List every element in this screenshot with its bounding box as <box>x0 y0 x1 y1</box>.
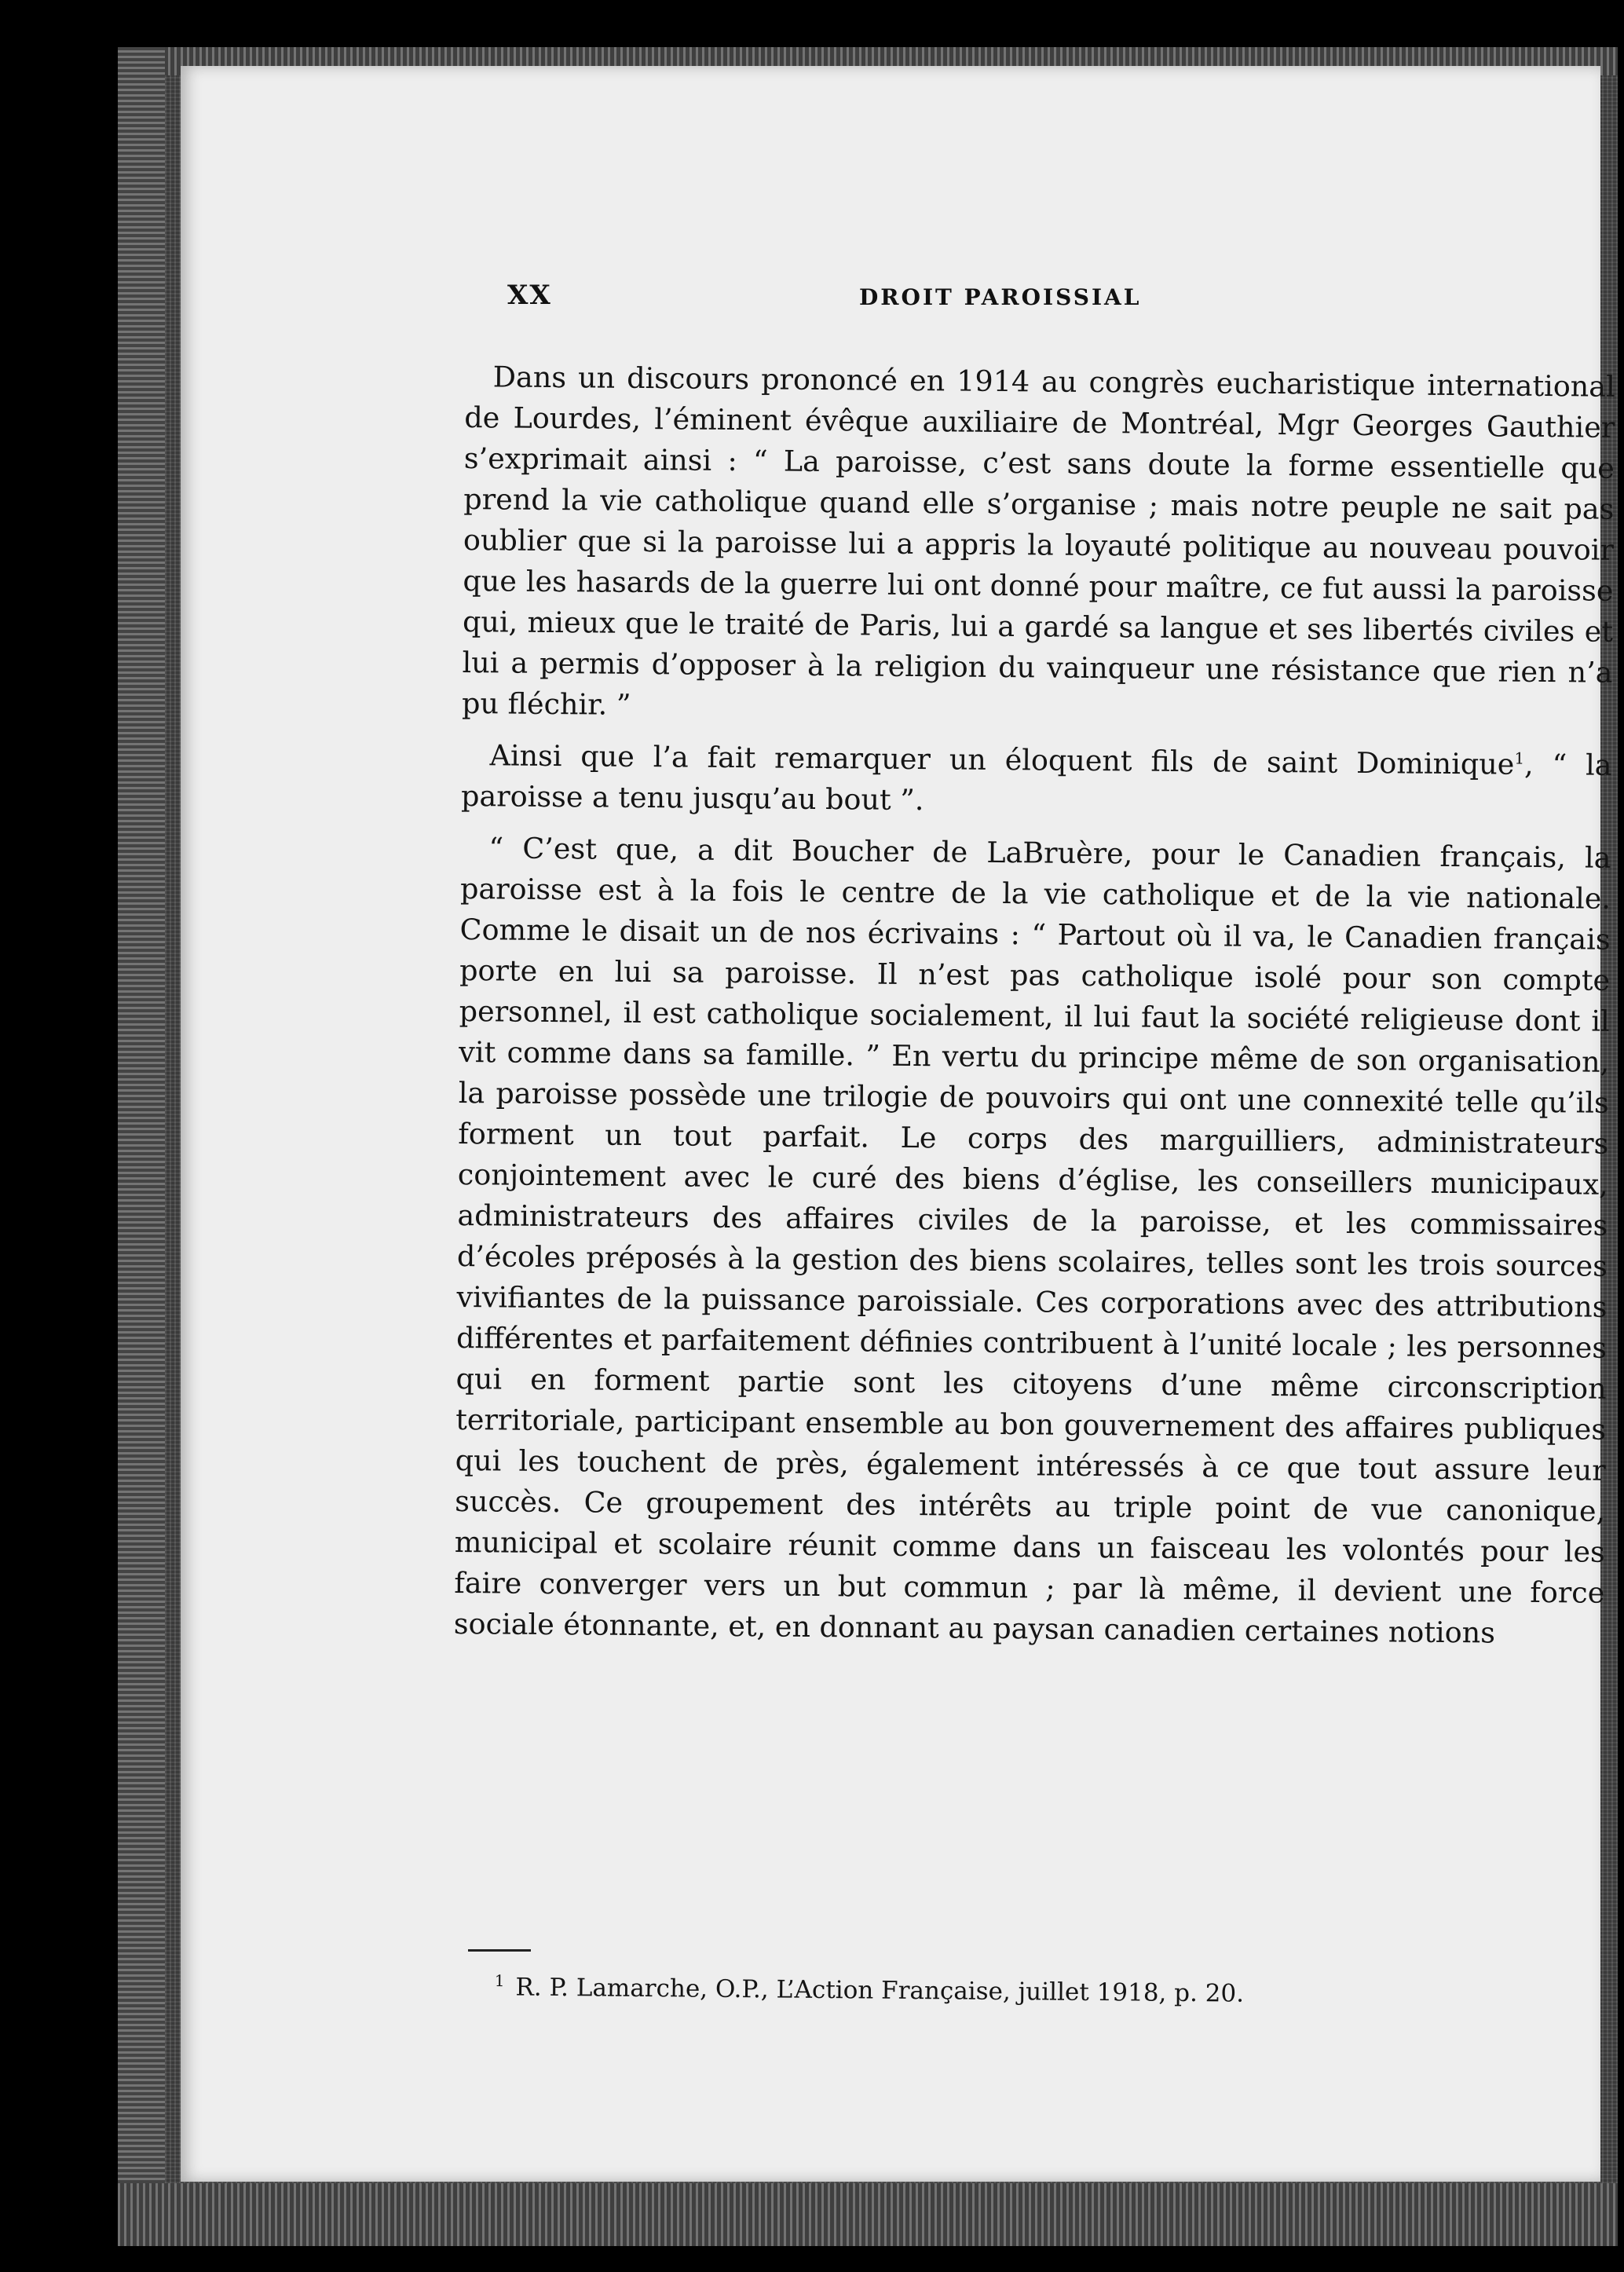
paragraph-1: Dans un discours prononcé en 1914 au congrès eucharistique international de Lourdes, l’éminent évêque auxiliaire de Montréal, Mgr Georges Gauthier s’exprimait ainsi : “ La paroisse, c’est sans doute la forme essentielle que prend la vie catholique quand elle s’organise ; mais notre peuple ne sait pas oublier que si la paroisse lui a appris la loyauté politique au nouveau pouvoir que les hasards de la guerre lui ont donné pour maître, ce fut aussi la paroisse qui, mieux que le traité de Paris, lui a gardé sa langue et ses libertés civiles et lui a permis d’opposer à la religion du vainqueur une résistance que rien n’a pu fléchir. ” <box>461 360 1615 722</box>
page-number: XX <box>507 280 552 311</box>
paragraph-3: “ C’est que, a dit Boucher de LaBruère, pour le Canadien français, la paroisse est à la fois le centre de la vie catholique et de la vie nationale. Comme le disait un de nos écrivains : “ Partout où il va, le Canadien français porte en lui sa paroisse. Il n’est pas catholique isolé pour son compte personnel, il est catholique socialement, il lui faut la société religieuse dont il vit comme dans sa famille. ” En vertu du principe même de son organisation, la paroisse possède une trilogie de pouvoirs qui ont une connexité telle qu’ils forment un tout parfait. Le corps des marguilliers, administrateurs conjointement avec le curé des biens d’église, les conseillers municipaux, administrateurs des affaires civiles de la paroisse, et les commissaires d’écoles préposés à la gestion des biens scolaires, telles sont les trois sources vivifiantes de la puissance paroissiale. Ces corporations avec des attributions différentes et parfaitement définies contribuent à l’unité locale ; les personnes qui en forment partie sont les citoyens d’une même circonscription territoriale, participant ensemble au bon gouvernement des affaires publiques qui les touchent de près, également intéressés à ce que tout assure leur succès. Ce groupement des intérêts au triple point de vue canonique, municipal et scolaire réunit comme dans un faisceau les volontés pour les faire converger vers un but commun ; par là même, il devient une force sociale étonnante, et, en donnant au paysan canadien certaines notions <box>453 831 1611 1650</box>
footnote-rule <box>468 1949 531 1952</box>
binding-left-edge <box>118 47 165 2246</box>
book-page <box>181 66 1615 2182</box>
running-head <box>181 280 1600 319</box>
binding-bottom-edge <box>118 2183 1618 2246</box>
paragraph-2-text: Ainsi que l’a fait remarquer un éloquent fils de saint Dominique <box>489 738 1515 781</box>
body-text <box>454 357 1615 1666</box>
footnote-number: 1 <box>494 1970 505 1991</box>
footnote-reference: 1 <box>1514 748 1525 768</box>
running-title: DROIT PAROISSIAL <box>859 284 1142 310</box>
footnote-text: R. P. Lamarche, O.P., L’Action Française, juillet 1918, p. 20. <box>515 1973 1245 2008</box>
footnote <box>495 1965 1594 2013</box>
paragraph-2-text-end: , “ la paroisse a tenu jusqu’au bout ”. <box>460 747 1612 818</box>
paragraph-2 <box>461 735 1612 827</box>
